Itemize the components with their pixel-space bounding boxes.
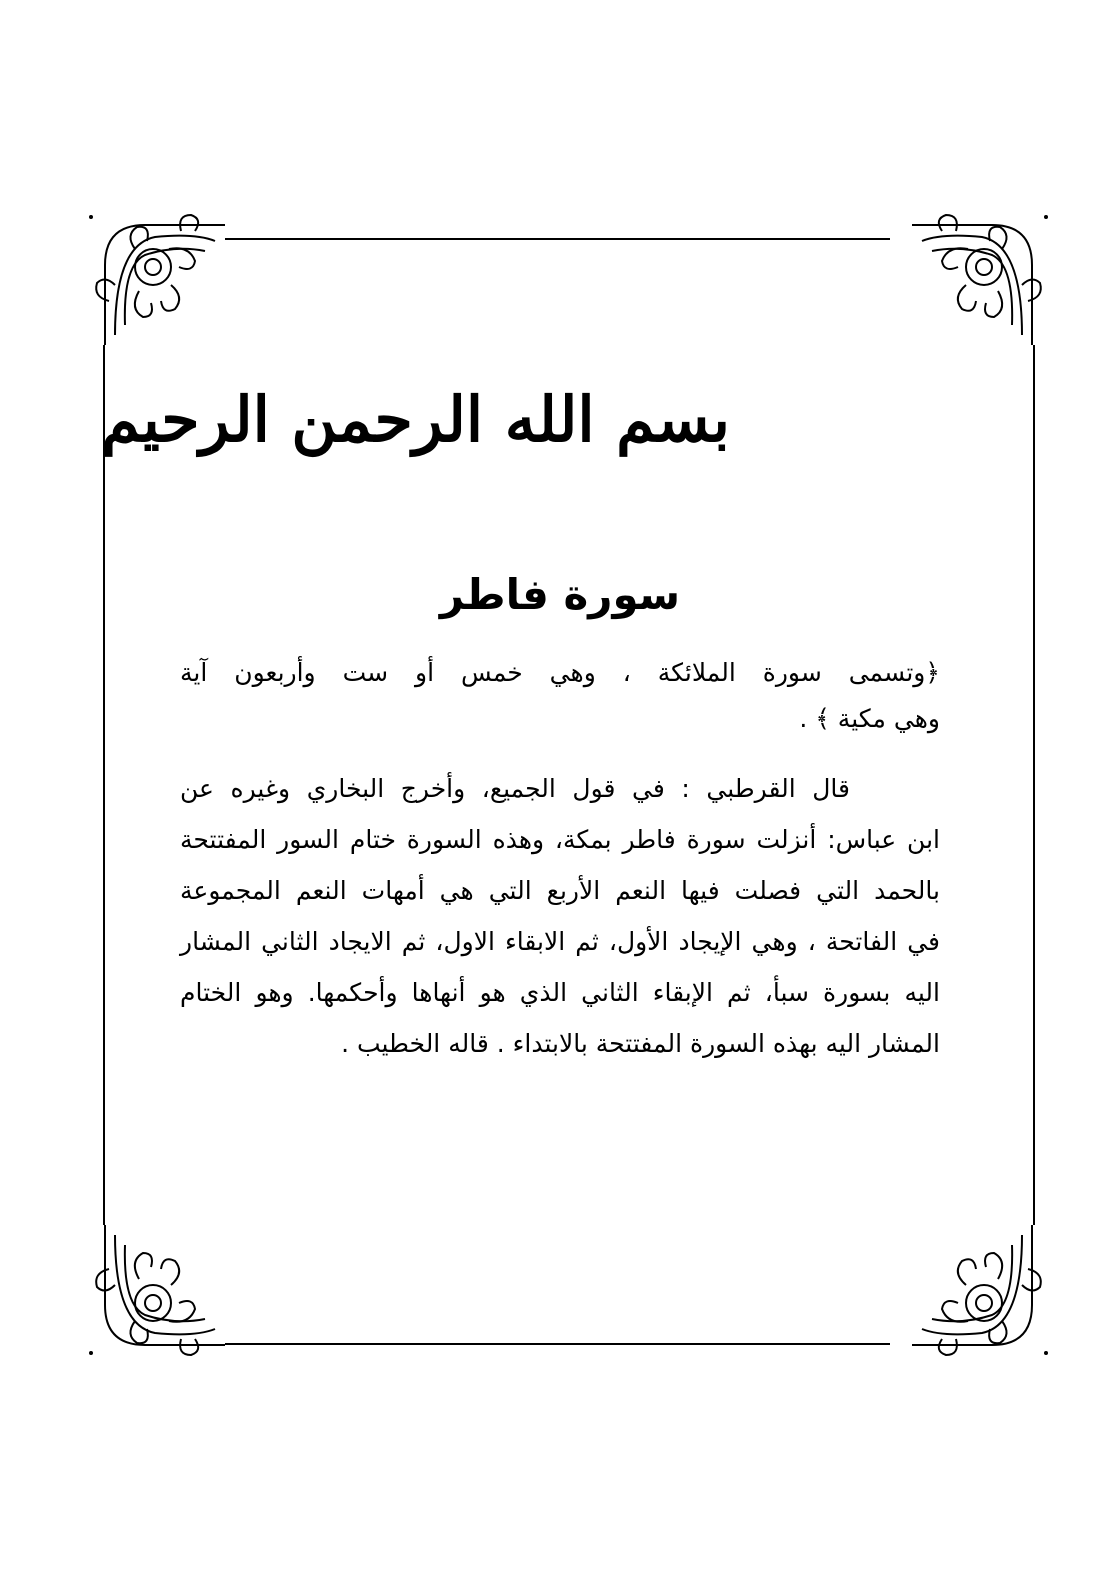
commentary-line: بالحمد التي فصلت فيها النعم الأربع التي هي أمهات النعم المجموعة [180, 876, 940, 905]
surah-title: سورة فاطر [439, 570, 681, 619]
intro-line: وهي مكية ﴾ . [799, 704, 940, 733]
frame-top-line [225, 238, 890, 240]
commentary-paragraph [180, 763, 940, 1069]
frame-right-line [1033, 345, 1035, 1225]
corner-ornament-bottom-right [912, 1225, 1052, 1365]
commentary-line: ابن عباس: أنزلت سورة فاطر بمكة، وهذه السورة ختام السور المفتتحة [180, 825, 940, 854]
corner-ornament-bottom-left [85, 1225, 225, 1365]
corner-ornament-top-right [912, 205, 1052, 345]
intro-paragraph [180, 650, 940, 742]
commentary-line: في الفاتحة ، وهي الإيجاد الأول، ثم الابقاء الاول، ثم الايجاد الثاني المشار [180, 927, 940, 956]
commentary-line: المشار اليه بهذه السورة المفتتحة بالابتداء . قاله الخطيب . [341, 1029, 940, 1058]
frame-bottom-line [225, 1343, 890, 1345]
corner-ornament-top-left [85, 205, 225, 345]
commentary-line: اليه بسورة سبأ، ثم الإبقاء الثاني الذي هو أنهاها وأحكمها. وهو الختام [180, 978, 940, 1007]
basmala-calligraphy: بسم الله الرحمن الرحيم [101, 383, 730, 456]
intro-line: ﴿وتسمى سورة الملائكة ، وهي خمس أو ست وأربعون آية [180, 658, 940, 687]
commentary-line: قال القرطبي : في قول الجميع، وأخرج البخاري وغيره عن [180, 774, 850, 803]
